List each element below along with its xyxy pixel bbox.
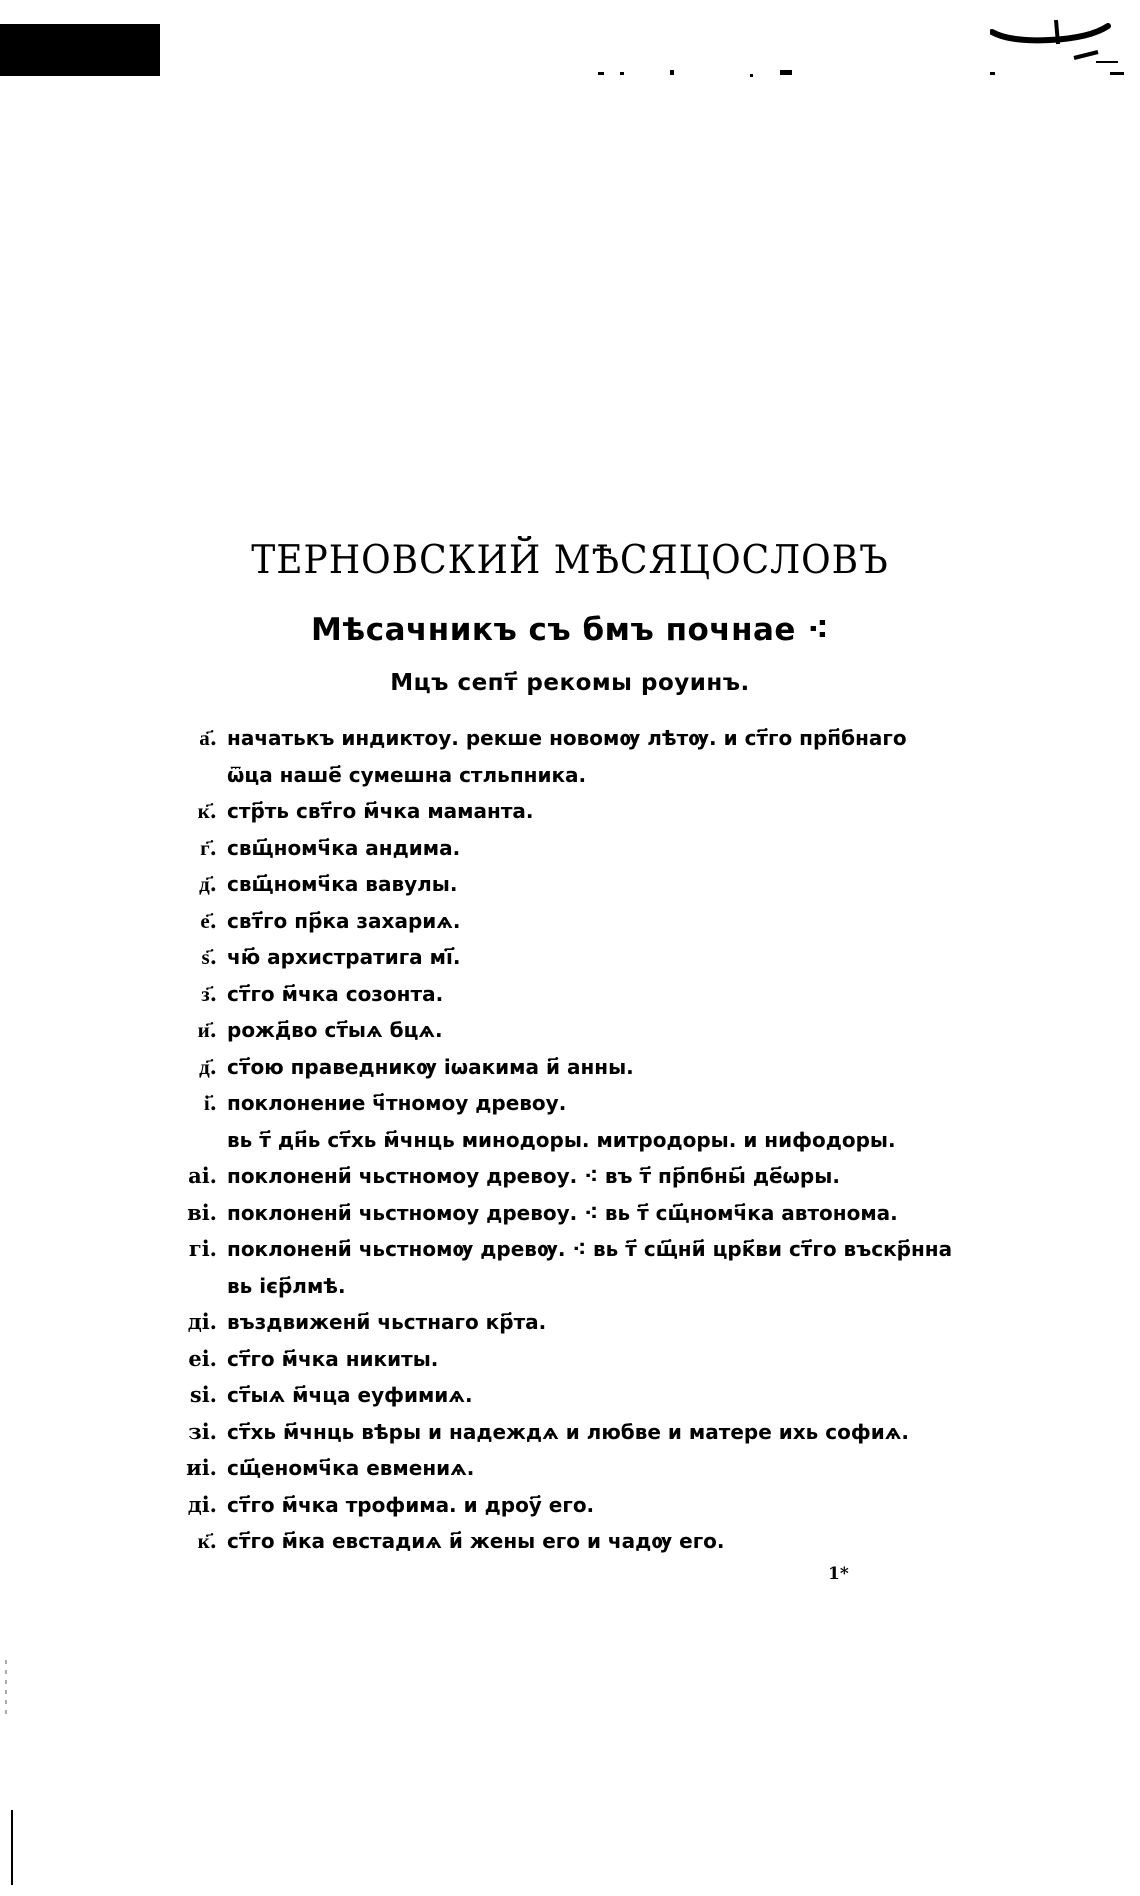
entry-number: ві. (187, 1199, 217, 1225)
entry-continuation: ѿца наше҃ сумешна стльпника. (227, 762, 587, 787)
entry-text: ст҃го м҃ка евстадиѧ и҃ жены его и чадѹ его. (227, 1529, 725, 1553)
calendar-entry-list (175, 720, 995, 1560)
calendar-entry (175, 1377, 995, 1414)
calendar-entry (175, 1195, 995, 1232)
entry-text: ст҃ою праведникѹ іѡакима и҃ анны. (227, 1054, 634, 1079)
entry-number: зі. (188, 1418, 217, 1444)
calendar-entry (175, 1304, 995, 1341)
scan-specks (590, 62, 1130, 82)
calendar-entry (175, 866, 995, 903)
entry-number: а҃. (199, 725, 217, 750)
entry-text: свт҃го пр҃ка захариѧ. (227, 908, 461, 933)
calendar-entry (175, 903, 995, 940)
calendar-entry (175, 1012, 995, 1049)
calendar-entry (175, 976, 995, 1013)
calendar-entry (175, 1523, 995, 1560)
entry-text: рожд҃во ст҃ыѧ бцѧ. (227, 1018, 443, 1042)
entry-text: свщ҃номч҃ка андима. (227, 835, 461, 860)
month-heading: Мцъ септ҃ рекомы роуинъ. (390, 670, 750, 696)
entry-number: к҃. (197, 798, 217, 823)
entry-number: і҃. (203, 1090, 217, 1115)
entry-continuation: вь ієр҃лмѣ. (227, 1273, 346, 1298)
entry-text: поклонени҃ чьстномоу древоу. ⁖ въ т҃ пр҃пбны҃ де҃ѡры. (227, 1164, 840, 1188)
entry-text: сщ҃еномч҃ка евмениѧ. (227, 1456, 475, 1480)
calendar-entry (175, 1158, 995, 1195)
entry-text: чю҃ архистратига мі҃. (227, 945, 461, 969)
scan-black-bar (0, 24, 160, 76)
calendar-entry (175, 1487, 995, 1524)
entry-number: д҃. (199, 871, 217, 896)
calendar-entry (175, 1231, 995, 1304)
calendar-entry (175, 1341, 995, 1378)
entry-text: поклонени҃ чьстномоу древоу. ⁖ вь т҃ сщ҃номч҃ка автонома. (227, 1200, 898, 1225)
page-title: ТЕРНОВСКИЙ МѢСЯЦОСЛОВЪ (251, 538, 889, 583)
entry-number: ді. (187, 1491, 217, 1517)
page-subtitle: Мѣсачникъ съ бмъ почнае ⁖ (311, 612, 829, 648)
entry-text: ст҃хь м҃чнць вѣры и надеждѧ и любве и матере ихь софиѧ. (227, 1419, 909, 1444)
entry-number: гі. (188, 1236, 217, 1261)
entry-text: ст҃ыѧ м҃чца еуфимиѧ. (227, 1383, 473, 1407)
entry-text: ст҃го м҃чка трофима. и дроу҃ его. (227, 1492, 595, 1517)
calendar-entry (175, 1450, 995, 1487)
entry-number: к҃. (197, 1528, 217, 1553)
entry-continuation: вь т҃ дн҃ь ст҃хь м҃чнць минодоры. митродоры. и нифодоры. (227, 1127, 896, 1152)
calendar-entry (175, 1414, 995, 1451)
entry-number: е҃. (200, 907, 217, 933)
handwritten-mark (990, 18, 1120, 68)
entry-text: начатькъ индиктоу. рекше новомѹ лѣтѹ. и ст҃го прп҃бнаго ѿца наше҃ сумешна стльпника. (227, 720, 995, 793)
entry-text: ст҃го м҃чка созонта. (227, 981, 444, 1006)
entry-text: ст҃го м҃чка никиты. (227, 1346, 439, 1371)
entry-text: свщ҃номч҃ка вавулы. (227, 872, 458, 896)
entry-number: д҃. (199, 1053, 217, 1079)
entry-number: и҃. (197, 1017, 217, 1042)
calendar-entry (175, 830, 995, 867)
page-number: 1* (828, 1564, 849, 1584)
scan-edge-lines (0, 1660, 20, 1890)
entry-number: ді. (187, 1309, 217, 1334)
entry-text: стр҃ть свт҃го м҃чка маманта. (227, 799, 534, 823)
entry-number: иі. (186, 1455, 217, 1480)
entry-text: въздвижени҃ чьстнаго кр҃та. (227, 1310, 547, 1334)
entry-number: г҃. (200, 834, 217, 860)
entry-number: аі. (188, 1163, 217, 1188)
entry-number: ѕі. (189, 1382, 217, 1407)
entry-text: поклонени҃ чьстномѹ древѹ. ⁖ вь т҃ сщ҃ни҃ црк҃ви ст҃го въскр҃нна вь ієр҃лмѣ. (227, 1231, 995, 1304)
calendar-entry (175, 939, 995, 976)
calendar-entry (175, 1049, 995, 1086)
entry-number: еі. (188, 1345, 217, 1371)
calendar-entry (175, 1085, 995, 1158)
calendar-entry (175, 793, 995, 830)
entry-number: ѕ҃. (201, 944, 217, 969)
calendar-entry (175, 720, 995, 793)
entry-number: з҃. (201, 980, 217, 1006)
entry-text: поклонение ч҃тномоу древоу. вь т҃ дн҃ь ст҃хь м҃чнць минодоры. митродоры. и нифодоры. (227, 1085, 995, 1158)
